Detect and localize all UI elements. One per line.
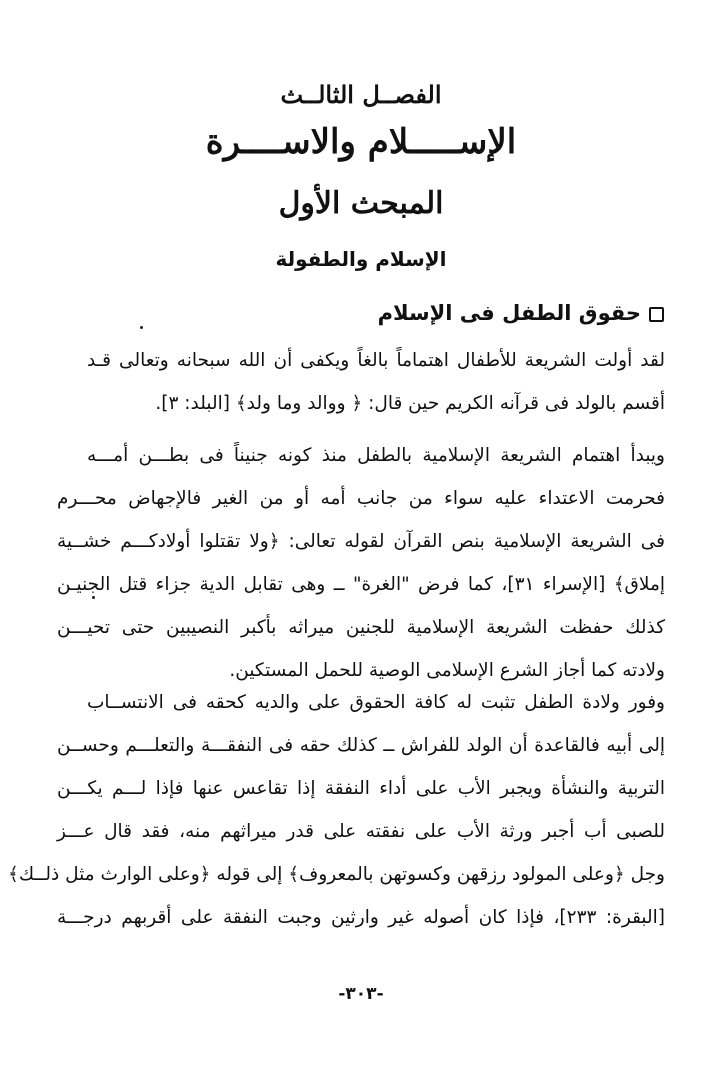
speck-mark	[140, 326, 143, 329]
section-title: الإسلام والطفولة	[275, 247, 447, 271]
paragraph-line: ويبدأ اهتمام الشريعة الإسلامية بالطفل منذ كونه جنيناً فى بطـــن أمـــه	[87, 445, 665, 466]
paragraph-line: لقد أولت الشريعة للأطفال اهتماماً بالغاً ويكفى أن الله سبحانه وتعالى قـد	[87, 350, 665, 371]
paragraph-line: وفور ولادة الطفل تثبت له كافة الحقوق على والديه كحقه فى الانتســاب	[87, 692, 665, 713]
paragraph-line: كذلك حفظت الشريعة الإسلامية للجنين ميراثه بأكبر النصيبين حتى تحيـــن	[57, 617, 665, 638]
paragraph-line: ولادته كما أجاز الشرع الإسلامى الوصية للحمل المستكين.	[229, 660, 665, 681]
chapter-title: الإســـــلام والاســــرة	[205, 122, 517, 162]
chapter-label: الفصــل الثالــث	[280, 80, 442, 109]
page-number: -٣٠٣-	[338, 984, 384, 1004]
paragraph-line: [البقرة: ٢٣٣]، فإذا كان أصوله غير وارثين وجبت النفقة على أقربهم درجـــة	[57, 907, 666, 928]
subheading-text: حقوق الطفل فى الإسلام	[377, 301, 641, 325]
paragraph-line: للصبى أب أجبر ورثة الأب على نفقته على قدر ميراثهم منه، فقد قال عـــز	[57, 821, 665, 842]
paragraph-line: إملاق﴾ [الإسراء ٣١]، كما فرض "الغرة" ــ وهى تقابل الدية جزاء قتل الجنيـن	[57, 574, 665, 595]
paragraph-line: وجل ﴿وعلى المولود رزقهن وكسوتهن بالمعروف﴾ إلى قوله ﴿وعلى الوارث مثل ذلــك﴾	[8, 864, 665, 885]
paragraph-line: فحرمت الاعتداء عليه سواء من جانب أمه أو من الغير فالإجهاض محـــرم	[57, 488, 665, 509]
paragraph-line: أقسم بالولد فى قرآنه الكريم حين قال: ﴿ ووالد وما ولد﴾ [البلد: ٣].	[155, 393, 665, 414]
square-bullet-icon	[649, 307, 664, 322]
paragraph-line: فى الشريعة الإسلامية بنص القرآن لقوله تعالى: ﴿ولا تقتلوا أولادكـــم خشــية	[57, 531, 665, 552]
subheading	[378, 301, 664, 325]
paragraph-line: التربية والنشأة ويجبر الأب على أداء النفقة إذا تقاعس عنها فإذا لـــم يكـــن	[57, 778, 665, 799]
paragraph-line: إلى أبيه فالقاعدة أن الولد للفراش ــ كذلك حقه فى النفقـــة والتعلـــم وحســن	[57, 735, 665, 756]
subchapter-title: المبحث الأول	[278, 186, 444, 221]
